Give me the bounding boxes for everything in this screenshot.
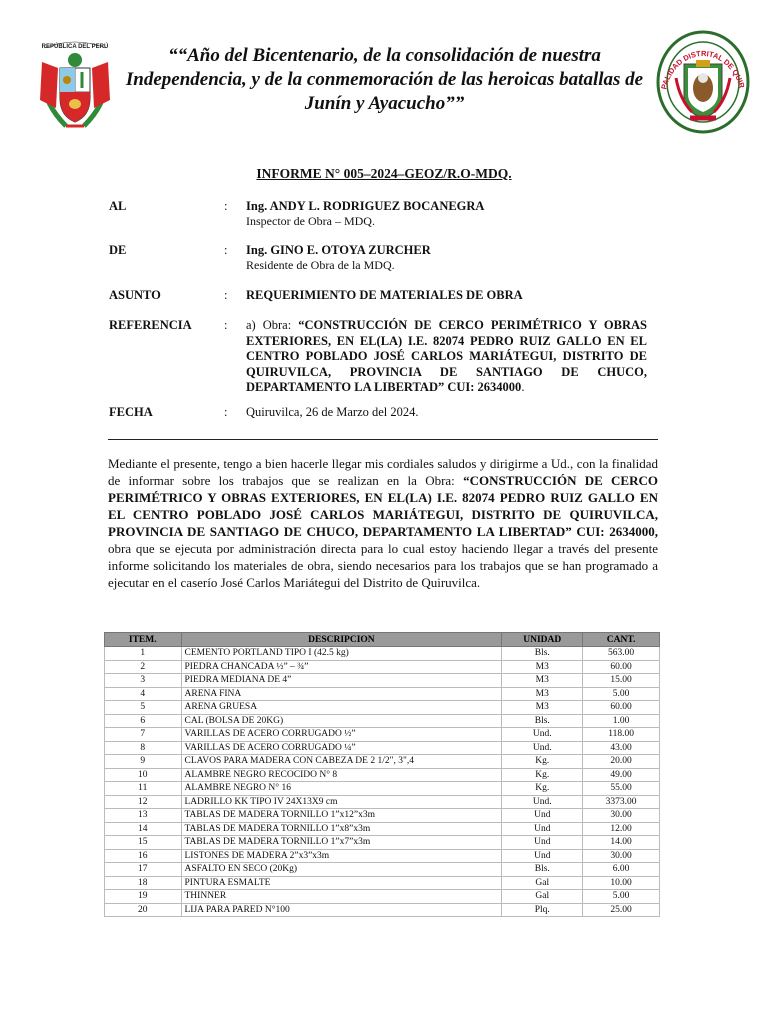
cell-item: 17 xyxy=(105,863,182,877)
cell-descripcion: PIEDRA CHANCADA ½” – ¾” xyxy=(181,660,502,674)
cell-cant: 30.00 xyxy=(583,809,660,823)
al-name: Ing. ANDY L. RODRIGUEZ BOCANEGRA xyxy=(246,199,485,213)
cell-unidad: Bls. xyxy=(502,647,583,661)
cell-cant: 5.00 xyxy=(583,890,660,904)
cell-cant: 60.00 xyxy=(583,660,660,674)
cell-cant: 10.00 xyxy=(583,876,660,890)
cell-descripcion: CLAVOS PARA MADERA CON CABEZA DE 2 1/2", 3",4 xyxy=(181,755,502,769)
table-row xyxy=(105,714,660,728)
report-title: INFORME N° 005–2024–GEOZ/R.O-MDQ. xyxy=(256,166,512,181)
cell-item: 19 xyxy=(105,890,182,904)
peru-coat-of-arms-icon xyxy=(36,38,114,134)
table-row xyxy=(105,782,660,796)
al-label: AL xyxy=(109,199,127,213)
table-row xyxy=(105,768,660,782)
fecha-colon: : xyxy=(224,405,228,419)
referencia-label: REFERENCIA xyxy=(109,318,192,332)
cell-item: 15 xyxy=(105,836,182,850)
fecha-value: Quiruvilca, 26 de Marzo del 2024. xyxy=(246,405,419,419)
body-intro: Mediante el presente, tengo a bien hacerle llegar mis cordiales saludos y dirigirme a Ud., con la finalidad de informar sobre los trabajos que se realizan en la Obra: xyxy=(108,456,658,488)
cell-descripcion: PIEDRA MEDIANA DE 4” xyxy=(181,674,502,688)
cell-descripcion: TABLAS DE MADERA TORNILLO 1”x8”x3m xyxy=(181,822,502,836)
table-row xyxy=(105,836,660,850)
divider xyxy=(108,439,658,440)
cell-cant: 15.00 xyxy=(583,674,660,688)
cell-descripcion: ASFALTO EN SECO (20Kg) xyxy=(181,863,502,877)
header-unidad: UNIDAD xyxy=(502,633,583,647)
cell-cant: 1.00 xyxy=(583,714,660,728)
table-body xyxy=(105,647,660,917)
cell-descripcion: CEMENTO PORTLAND TIPO I (42.5 kg) xyxy=(181,647,502,661)
cell-item: 13 xyxy=(105,809,182,823)
table-row xyxy=(105,809,660,823)
cell-item: 14 xyxy=(105,822,182,836)
cell-unidad: Und. xyxy=(502,741,583,755)
cell-cant: 118.00 xyxy=(583,728,660,742)
table-row xyxy=(105,741,660,755)
cell-descripcion: TABLAS DE MADERA TORNILLO 1”x7”x3m xyxy=(181,836,502,850)
cell-item: 18 xyxy=(105,876,182,890)
cell-cant: 60.00 xyxy=(583,701,660,715)
cell-descripcion: ARENA GRUESA xyxy=(181,701,502,715)
svg-text:MUNICIPALIDAD DISTRITAL DE QUI: PALIDAD DISTRITAL DE QUIR xyxy=(659,48,747,91)
cell-unidad: Und. xyxy=(502,728,583,742)
cell-unidad: M3 xyxy=(502,701,583,715)
cell-cant: 3373.00 xyxy=(583,795,660,809)
asunto-colon: : xyxy=(224,288,228,302)
cell-descripcion: CAL (BOLSA DE 20KG) xyxy=(181,714,502,728)
table-row xyxy=(105,903,660,917)
cell-item: 12 xyxy=(105,795,182,809)
al-role: Inspector de Obra – MDQ. xyxy=(246,214,375,228)
cell-unidad: Und. xyxy=(502,795,583,809)
table-row xyxy=(105,687,660,701)
table-row xyxy=(105,660,660,674)
cell-item: 5 xyxy=(105,701,182,715)
cell-descripcion: PINTURA ESMALTE xyxy=(181,876,502,890)
municipal-seal-icon xyxy=(656,30,750,134)
de-name: Ing. GINO E. OTOYA ZURCHER xyxy=(246,243,431,257)
table-row xyxy=(105,755,660,769)
cell-item: 10 xyxy=(105,768,182,782)
de-role: Residente de Obra de la MDQ. xyxy=(246,258,395,272)
year-motto: ““Año del Bicentenario, de la consolidación de nuestra Independencia, y de la conmemoración de las heroicas batallas de Junín y Ayacucho”” xyxy=(125,45,644,114)
cell-unidad: M3 xyxy=(502,674,583,688)
referencia-obra: “CONSTRUCCIÓN DE CERCO PERIMÉTRICO Y OBRAS EXTERIORES, EN EL(LA) I.E. 82074 PEDRO RUIZ GALLO EN EL CENTRO POBLADO JOSÉ CARLOS MARIÁTEGUI, DISTRITO DE QUIRUVILCA, PROVINCIA DE SANTIAGO DE CHUCO, DEPARTAMENTO LA LIBERTAD” CUI: 2634000 xyxy=(246,318,647,394)
table-row xyxy=(105,876,660,890)
table-row xyxy=(105,795,660,809)
cell-unidad: Kg. xyxy=(502,755,583,769)
cell-unidad: Gal xyxy=(502,890,583,904)
body-rest: obra que se ejecuta por administración directa para lo cual estoy haciendo llegar a través del presente informe solicitando los materiales de obra, siendo necesarios para los trabajos que se han programado a ejecutar en el caserío José Carlos Mariátegui del Distrito de Quiruvilca. xyxy=(108,541,658,590)
cell-item: 2 xyxy=(105,660,182,674)
materials-table xyxy=(104,632,660,917)
cell-cant: 43.00 xyxy=(583,741,660,755)
cell-cant: 14.00 xyxy=(583,836,660,850)
table-row xyxy=(105,863,660,877)
cell-cant: 55.00 xyxy=(583,782,660,796)
cell-item: 9 xyxy=(105,755,182,769)
cell-unidad: Kg. xyxy=(502,768,583,782)
cell-unidad: Und xyxy=(502,822,583,836)
cell-cant: 49.00 xyxy=(583,768,660,782)
table-header-row xyxy=(105,633,660,647)
cell-cant: 12.00 xyxy=(583,822,660,836)
referencia-colon: : xyxy=(224,318,228,332)
cell-unidad: Gal xyxy=(502,876,583,890)
cell-unidad: Plq. xyxy=(502,903,583,917)
cell-unidad: Und xyxy=(502,809,583,823)
body-paragraph xyxy=(108,455,658,591)
de-label: DE xyxy=(109,243,127,257)
cell-item: 7 xyxy=(105,728,182,742)
cell-item: 6 xyxy=(105,714,182,728)
referencia-prefix: a) Obra: xyxy=(246,318,299,332)
cell-descripcion: THINNER xyxy=(181,890,502,904)
cell-item: 11 xyxy=(105,782,182,796)
cell-unidad: Bls. xyxy=(502,714,583,728)
cell-descripcion: LADRILLO KK TIPO IV 24X13X9 cm xyxy=(181,795,502,809)
table-row xyxy=(105,822,660,836)
referencia-value xyxy=(246,318,647,396)
asunto-label: ASUNTO xyxy=(109,288,161,302)
header-cant: CANT. xyxy=(583,633,660,647)
cell-unidad: Und xyxy=(502,849,583,863)
table-row xyxy=(105,728,660,742)
cell-descripcion: VARILLAS DE ACERO CORRUGADO ½” xyxy=(181,728,502,742)
cell-cant: 30.00 xyxy=(583,849,660,863)
table-row xyxy=(105,849,660,863)
cell-unidad: M3 xyxy=(502,660,583,674)
fecha-label: FECHA xyxy=(109,405,153,419)
cell-item: 3 xyxy=(105,674,182,688)
cell-cant: 25.00 xyxy=(583,903,660,917)
referencia-suffix: . xyxy=(521,380,525,394)
cell-item: 20 xyxy=(105,903,182,917)
table-row xyxy=(105,701,660,715)
cell-cant: 5.00 xyxy=(583,687,660,701)
cell-descripcion: ARENA FINA xyxy=(181,687,502,701)
cell-descripcion: LIJA PARA PARED N°100 xyxy=(181,903,502,917)
cell-descripcion: ALAMBRE NEGRO RECOCIDO N° 8 xyxy=(181,768,502,782)
table-row xyxy=(105,674,660,688)
cell-unidad: Kg. xyxy=(502,782,583,796)
de-colon: : xyxy=(224,243,228,257)
cell-item: 1 xyxy=(105,647,182,661)
cell-cant: 6.00 xyxy=(583,863,660,877)
cell-unidad: Und xyxy=(502,836,583,850)
al-colon: : xyxy=(224,199,228,213)
table-row xyxy=(105,647,660,661)
cell-cant: 20.00 xyxy=(583,755,660,769)
asunto-value: REQUERIMIENTO DE MATERIALES DE OBRA xyxy=(246,288,523,302)
cell-cant: 563.00 xyxy=(583,647,660,661)
header-item: ITEM. xyxy=(105,633,182,647)
cell-item: 4 xyxy=(105,687,182,701)
table-row xyxy=(105,890,660,904)
svg-text:REPÚBLICA DEL PERÚ: REPÚBLICA DEL PERÚ xyxy=(41,44,109,50)
header-descripcion: DESCRIPCION xyxy=(181,633,502,647)
cell-descripcion: VARILLAS DE ACERO CORRUGADO ¼” xyxy=(181,741,502,755)
cell-item: 8 xyxy=(105,741,182,755)
cell-unidad: M3 xyxy=(502,687,583,701)
cell-item: 16 xyxy=(105,849,182,863)
body-obra: “CONSTRUCCIÓN DE CERCO PERIMÉTRICO Y OBRAS EXTERIORES, EN EL(LA) I.E. 82074 PEDRO RUIZ GALLO EN EL CENTRO POBLADO JOSÉ CARLOS MARIÁTEGUI, DISTRITO DE QUIRUVILCA, PROVINCIA DE SANTIAGO DE CHUCO, DEPARTAMENTO LA LIBERTAD” CUI: 2634000, xyxy=(108,473,658,539)
cell-unidad: Bls. xyxy=(502,863,583,877)
cell-descripcion: LISTONES DE MADERA 2”x3”x3m xyxy=(181,849,502,863)
cell-descripcion: TABLAS DE MADERA TORNILLO 1”x12”x3m xyxy=(181,809,502,823)
cell-descripcion: ALAMBRE NEGRO N° 16 xyxy=(181,782,502,796)
